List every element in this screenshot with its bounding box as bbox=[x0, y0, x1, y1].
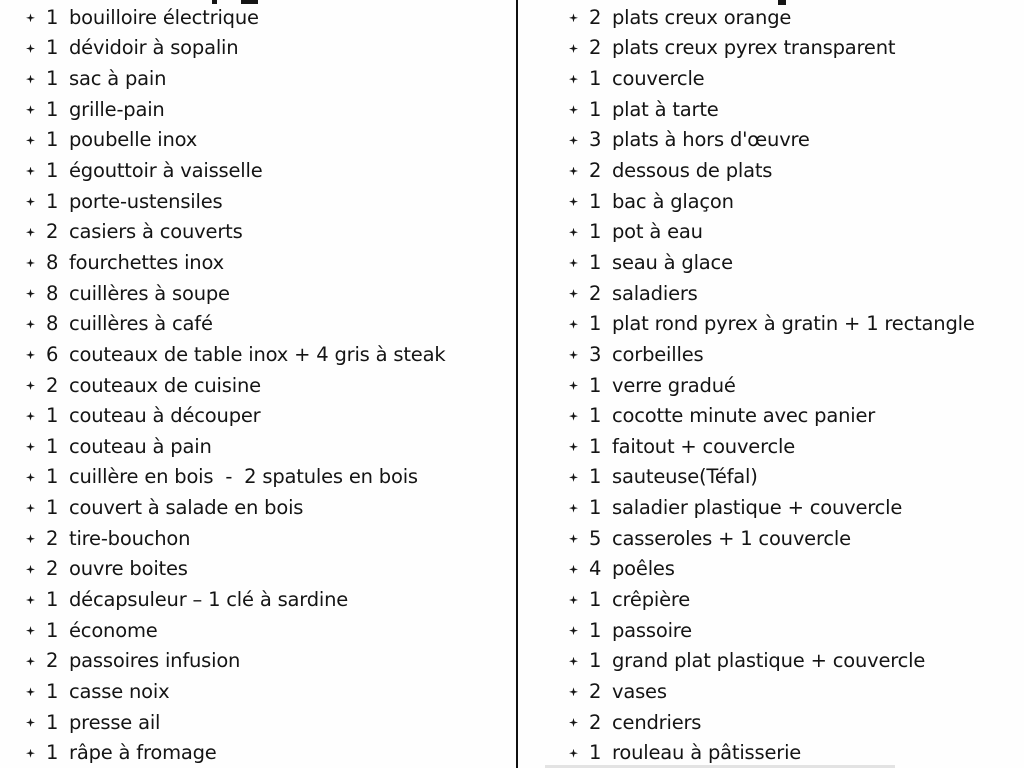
diamond-bullet-icon bbox=[26, 504, 35, 513]
list-item bbox=[0, 94, 516, 125]
list-item bbox=[0, 339, 516, 370]
diamond-bullet-icon bbox=[569, 289, 578, 298]
item-quantity: 4 bbox=[589, 557, 602, 581]
item-label: corbeilles bbox=[612, 342, 704, 366]
diamond-bullet-icon bbox=[569, 749, 578, 758]
item-label: crêpière bbox=[612, 587, 691, 611]
item-label: seau à glace bbox=[612, 250, 733, 274]
item-label: plat rond pyrex à gratin + 1 rectangle bbox=[612, 312, 975, 336]
item-label: vases bbox=[612, 679, 667, 703]
diamond-bullet-icon bbox=[569, 595, 578, 604]
list-item bbox=[0, 247, 516, 278]
item-quantity: 1 bbox=[589, 189, 602, 213]
item-quantity: 2 bbox=[589, 281, 602, 305]
item-label: plats à hors d'œuvre bbox=[612, 128, 810, 152]
diamond-bullet-icon bbox=[569, 657, 578, 666]
list-item bbox=[519, 431, 1024, 462]
item-quantity: 2 bbox=[589, 679, 602, 703]
diamond-bullet-icon bbox=[569, 136, 578, 145]
list-item bbox=[519, 339, 1024, 370]
diamond-bullet-icon bbox=[569, 320, 578, 329]
item-quantity: 1 bbox=[46, 97, 59, 121]
item-label: bouilloire électrique bbox=[69, 5, 259, 29]
item-label: casiers à couverts bbox=[69, 220, 243, 244]
list-item bbox=[0, 492, 516, 523]
item-label: dessous de plats bbox=[612, 159, 773, 183]
item-quantity: 1 bbox=[589, 404, 602, 428]
diamond-bullet-icon bbox=[26, 534, 35, 543]
list-item bbox=[519, 707, 1024, 738]
item-quantity: 1 bbox=[46, 618, 59, 642]
diamond-bullet-icon bbox=[26, 473, 35, 482]
list-item bbox=[0, 707, 516, 738]
item-quantity: 2 bbox=[589, 36, 602, 60]
list-item bbox=[519, 216, 1024, 247]
diamond-bullet-icon bbox=[26, 565, 35, 574]
diamond-bullet-icon bbox=[26, 718, 35, 727]
diamond-bullet-icon bbox=[26, 657, 35, 666]
list-item bbox=[519, 676, 1024, 707]
diamond-bullet-icon bbox=[26, 289, 35, 298]
item-label: égouttoir à vaisselle bbox=[69, 159, 263, 183]
list-item bbox=[519, 33, 1024, 64]
item-label: couteau à pain bbox=[69, 434, 212, 458]
item-quantity: 2 bbox=[589, 159, 602, 183]
column-divider bbox=[516, 0, 518, 768]
item-label: couvercle bbox=[612, 67, 705, 91]
item-label: saladier plastique + couvercle bbox=[612, 496, 903, 520]
item-quantity: 1 bbox=[589, 649, 602, 673]
diamond-bullet-icon bbox=[26, 350, 35, 359]
item-label: sac à pain bbox=[69, 67, 167, 91]
list-item bbox=[519, 523, 1024, 554]
list-item bbox=[0, 554, 516, 585]
diamond-bullet-icon bbox=[569, 442, 578, 451]
list-item bbox=[0, 523, 516, 554]
diamond-bullet-icon bbox=[26, 105, 35, 114]
list-item bbox=[519, 2, 1024, 33]
diamond-bullet-icon bbox=[26, 167, 35, 176]
list-item bbox=[519, 278, 1024, 309]
diamond-bullet-icon bbox=[569, 105, 578, 114]
diamond-bullet-icon bbox=[26, 687, 35, 696]
item-label: verre gradué bbox=[612, 373, 736, 397]
item-label: fourchettes inox bbox=[69, 250, 224, 274]
item-quantity: 1 bbox=[589, 250, 602, 274]
item-quantity: 5 bbox=[589, 526, 602, 550]
list-item bbox=[519, 737, 1024, 768]
list-item bbox=[519, 492, 1024, 523]
item-label: porte-ustensiles bbox=[69, 189, 223, 213]
diamond-bullet-icon bbox=[569, 167, 578, 176]
item-quantity: 1 bbox=[46, 710, 59, 734]
item-quantity: 1 bbox=[589, 741, 602, 765]
item-label: passoire bbox=[612, 618, 692, 642]
diamond-bullet-icon bbox=[26, 442, 35, 451]
list-item bbox=[519, 400, 1024, 431]
item-quantity: 1 bbox=[589, 373, 602, 397]
list-item bbox=[0, 645, 516, 676]
item-quantity: 1 bbox=[46, 128, 59, 152]
item-label: pot à eau bbox=[612, 220, 703, 244]
item-quantity: 1 bbox=[589, 587, 602, 611]
list-item bbox=[0, 676, 516, 707]
item-label: sauteuse(Téfal) bbox=[612, 465, 758, 489]
diamond-bullet-icon bbox=[26, 626, 35, 635]
item-quantity: 3 bbox=[589, 128, 602, 152]
item-quantity: 1 bbox=[46, 159, 59, 183]
item-label: poubelle inox bbox=[69, 128, 198, 152]
item-label: tire-bouchon bbox=[69, 526, 191, 550]
item-label: bac à glaçon bbox=[612, 189, 734, 213]
item-label: rouleau à pâtisserie bbox=[612, 741, 802, 765]
list-item bbox=[0, 125, 516, 156]
item-label: cocotte minute avec panier bbox=[612, 404, 876, 428]
item-label: faitout + couvercle bbox=[612, 434, 796, 458]
item-quantity: 1 bbox=[589, 97, 602, 121]
diamond-bullet-icon bbox=[569, 350, 578, 359]
diamond-bullet-icon bbox=[569, 75, 578, 84]
item-quantity: 1 bbox=[46, 434, 59, 458]
diamond-bullet-icon bbox=[569, 718, 578, 727]
item-label: cuillères à café bbox=[69, 312, 213, 336]
item-quantity: 1 bbox=[46, 741, 59, 765]
diamond-bullet-icon bbox=[26, 75, 35, 84]
item-quantity: 1 bbox=[46, 465, 59, 489]
diamond-bullet-icon bbox=[569, 626, 578, 635]
diamond-bullet-icon bbox=[569, 228, 578, 237]
list-item bbox=[0, 400, 516, 431]
diamond-bullet-icon bbox=[26, 44, 35, 53]
item-label: économe bbox=[69, 618, 158, 642]
item-label: casse noix bbox=[69, 679, 170, 703]
list-item bbox=[0, 33, 516, 64]
diamond-bullet-icon bbox=[569, 504, 578, 513]
item-quantity: 1 bbox=[589, 618, 602, 642]
item-quantity: 3 bbox=[589, 342, 602, 366]
left-column bbox=[0, 2, 516, 768]
diamond-bullet-icon bbox=[569, 258, 578, 267]
item-quantity: 1 bbox=[46, 189, 59, 213]
item-quantity: 6 bbox=[46, 342, 59, 366]
item-quantity: 8 bbox=[46, 281, 59, 305]
item-quantity: 2 bbox=[589, 710, 602, 734]
diamond-bullet-icon bbox=[26, 412, 35, 421]
item-label: dévidoir à sopalin bbox=[69, 36, 239, 60]
item-label: casseroles + 1 couvercle bbox=[612, 526, 851, 550]
item-label: saladiers bbox=[612, 281, 698, 305]
list-item bbox=[519, 63, 1024, 94]
item-label: ouvre boites bbox=[69, 557, 188, 581]
item-label: râpe à fromage bbox=[69, 741, 217, 765]
item-label: poêles bbox=[612, 557, 675, 581]
item-label: couteaux de table inox + 4 gris à steak bbox=[69, 342, 446, 366]
item-quantity: 1 bbox=[46, 496, 59, 520]
list-item bbox=[0, 462, 516, 493]
item-label: plats creux orange bbox=[612, 5, 792, 29]
item-label: couteaux de cuisine bbox=[69, 373, 261, 397]
diamond-bullet-icon bbox=[26, 381, 35, 390]
list-item bbox=[519, 308, 1024, 339]
list-item bbox=[519, 155, 1024, 186]
list-item bbox=[0, 370, 516, 401]
item-quantity: 1 bbox=[589, 220, 602, 244]
diamond-bullet-icon bbox=[26, 13, 35, 22]
diamond-bullet-icon bbox=[569, 565, 578, 574]
list-item bbox=[0, 2, 516, 33]
diamond-bullet-icon bbox=[569, 473, 578, 482]
item-quantity: 1 bbox=[46, 67, 59, 91]
item-quantity: 8 bbox=[46, 312, 59, 336]
list-item bbox=[519, 125, 1024, 156]
item-label: plat à tarte bbox=[612, 97, 719, 121]
list-item bbox=[0, 737, 516, 768]
list-item bbox=[519, 584, 1024, 615]
list-item bbox=[0, 584, 516, 615]
list-item bbox=[519, 462, 1024, 493]
item-quantity: 8 bbox=[46, 250, 59, 274]
list-item bbox=[0, 615, 516, 646]
diamond-bullet-icon bbox=[569, 381, 578, 390]
item-quantity: 1 bbox=[46, 36, 59, 60]
diamond-bullet-icon bbox=[26, 228, 35, 237]
item-label: plats creux pyrex transparent bbox=[612, 36, 896, 60]
diamond-bullet-icon bbox=[569, 534, 578, 543]
right-column bbox=[519, 2, 1024, 768]
item-quantity: 1 bbox=[46, 5, 59, 29]
item-label: grille-pain bbox=[69, 97, 165, 121]
item-quantity: 1 bbox=[46, 587, 59, 611]
list-item bbox=[519, 554, 1024, 585]
item-quantity: 1 bbox=[46, 404, 59, 428]
list-item bbox=[0, 308, 516, 339]
list-item bbox=[0, 186, 516, 217]
diamond-bullet-icon bbox=[26, 197, 35, 206]
list-item bbox=[519, 645, 1024, 676]
list-item bbox=[519, 94, 1024, 125]
item-quantity: 1 bbox=[46, 679, 59, 703]
diamond-bullet-icon bbox=[26, 749, 35, 758]
item-quantity: 2 bbox=[46, 220, 59, 244]
item-quantity: 2 bbox=[46, 373, 59, 397]
item-quantity: 2 bbox=[589, 5, 602, 29]
list-item bbox=[519, 615, 1024, 646]
item-label: cuillères à soupe bbox=[69, 281, 230, 305]
item-label: grand plat plastique + couvercle bbox=[612, 649, 926, 673]
item-label: passoires infusion bbox=[69, 649, 241, 673]
list-item bbox=[0, 431, 516, 462]
item-quantity: 2 bbox=[46, 526, 59, 550]
item-quantity: 1 bbox=[589, 67, 602, 91]
item-quantity: 2 bbox=[46, 557, 59, 581]
diamond-bullet-icon bbox=[569, 687, 578, 696]
diamond-bullet-icon bbox=[26, 136, 35, 145]
list-item bbox=[0, 63, 516, 94]
item-quantity: 1 bbox=[589, 312, 602, 336]
diamond-bullet-icon bbox=[569, 197, 578, 206]
diamond-bullet-icon bbox=[569, 13, 578, 22]
item-quantity: 2 bbox=[46, 649, 59, 673]
list-item bbox=[519, 186, 1024, 217]
item-label: presse ail bbox=[69, 710, 161, 734]
diamond-bullet-icon bbox=[26, 258, 35, 267]
item-quantity: 1 bbox=[589, 496, 602, 520]
list-item bbox=[0, 155, 516, 186]
list-item bbox=[519, 370, 1024, 401]
item-label: cuillère en bois - 2 spatules en bois bbox=[69, 465, 418, 489]
diamond-bullet-icon bbox=[569, 44, 578, 53]
diamond-bullet-icon bbox=[569, 412, 578, 421]
diamond-bullet-icon bbox=[26, 320, 35, 329]
list-item bbox=[0, 278, 516, 309]
list-item bbox=[0, 216, 516, 247]
list-item bbox=[519, 247, 1024, 278]
item-label: couvert à salade en bois bbox=[69, 496, 304, 520]
item-label: cendriers bbox=[612, 710, 702, 734]
item-quantity: 1 bbox=[589, 434, 602, 458]
item-label: couteau à découper bbox=[69, 404, 261, 428]
item-quantity: 1 bbox=[589, 465, 602, 489]
diamond-bullet-icon bbox=[26, 595, 35, 604]
item-label: décapsuleur – 1 clé à sardine bbox=[69, 587, 349, 611]
